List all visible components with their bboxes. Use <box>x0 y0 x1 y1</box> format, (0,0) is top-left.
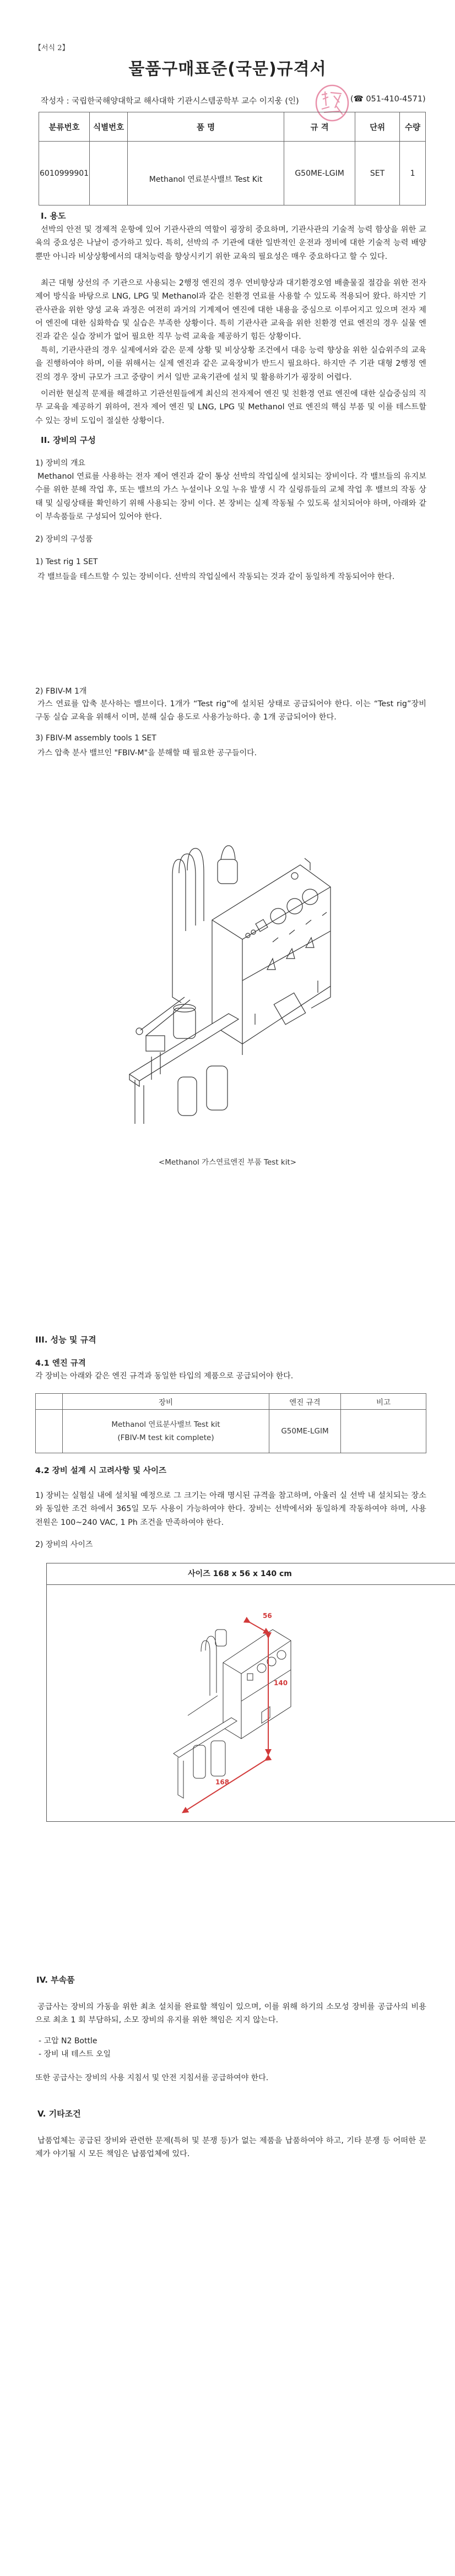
table-row <box>39 142 426 205</box>
header-id-no: 식별번호 <box>90 112 128 142</box>
other-conditions-text: 납품업체는 공급된 장비와 관련한 문제(특허 및 분쟁 등)가 없는 제품을 납품하여야 하고, 기타 분쟁 등 어떠한 문제가 야기될 시 모든 책임은 납품업체에 있다. <box>35 2136 426 2159</box>
section-1-paragraph-2: 최근 대형 상선의 주 기관으로 사용되는 2행정 엔진의 경우 연비향상과 대기환경오염 배출물질 절감을 위한 전자제어 방식을 바탕으로 LNG, LPG 및 Methanol과 같은 친환경 연료를 사용할 수 있도록 적용되어 왔다. 하지만 기관사관을 위한 양성 교육 과정은 여전히 과거의 기계제어 엔진에 대한 내용을 중심으로 이루어지고 있으며 전자 제어 엔진에 대한 심화학습 및 실습은 부족한 상황이다. 특히 기관사관 교육을 위한 친환경 연료 엔진의 경우 실물 엔진과 같은 실습 장비가 없어 필요한 직무 능력 교육을 제공하기 힘든 상황이다. <box>35 279 426 342</box>
item-tools-title: 3) FBIV-M assembly tools 1 SET <box>35 734 156 743</box>
dimension-height-label: 140 <box>274 1679 288 1687</box>
cell-unit: SET <box>355 142 400 205</box>
header-engine-spec: 엔진 규격 <box>269 1394 341 1410</box>
equipment-name: Methanol 연료분사밸브 Test kit <box>111 1420 220 1429</box>
cell-qty: 1 <box>400 142 426 205</box>
item-tools-desc: 가스 압축 분사 밸브인 "FBIV-M"을 분해할 때 필요한 공구들이다. <box>37 749 257 757</box>
cell-spec: G50ME-LGIM <box>284 142 355 205</box>
header-blank <box>36 1394 63 1410</box>
engine-spec-table-header <box>36 1394 426 1410</box>
cell-classification-no: 6010999901 <box>39 142 90 205</box>
item-test-rig-title: 1) Test rig 1 SET <box>35 558 98 566</box>
item-fbiv-desc: 가스 연료를 압축 분사하는 밸브이다. 1개가 “Test rig”에 설치된 상태로 공급되어야 한다. 이는 “Test rig”장비 구동 실습 교육을 위해서 이며, 분해 실습 용도로 사용가능하다. 총 1개 공급되어야 한다. <box>35 700 426 722</box>
cell-equipment <box>63 1410 269 1453</box>
section-1-paragraph-1: 선박의 안전 및 경제적 운항에 있어 기관사관의 역할이 굉장히 중요하며, 기관사관의 기술적 능력 함상을 위한 교육의 중요성은 나날이 증가하고 있다. 특히, 선박의 주 기관에 대한 일반적인 운전과 정비에 대한 기술적 능력 배양뿐만 아니라 비상상황에서의 대처능력을 향상시키기 위한 교육의 필요성은 매우 중요하다고 할 수 있다. <box>35 225 426 261</box>
overview-title: 1) 장비의 개요 <box>35 459 85 468</box>
section-1-paragraph-4: 이러한 현실적 문제를 해결하고 기관선원들에게 최신의 전자제어 엔진 및 친환경 연료 엔진에 대한 실습중심의 직무 교육을 제공하기 위하여, 전자 제어 엔진 및 LNG, LPG 및 Methanol 연료 엔진의 핵심 부품 및 이를 테스트할 수 있는 장비 도입이 절실한 상황이다. <box>35 389 426 425</box>
spec-table-header <box>39 112 426 142</box>
engine-spec-table <box>35 1393 426 1453</box>
section-1-heading: I. 용도 <box>41 211 66 221</box>
spec-table <box>39 112 426 205</box>
document-title: 물품구매표준(국문)규격서 <box>128 59 327 79</box>
cell-item-name: Methanol 연료분사밸브 Test Kit <box>128 142 284 205</box>
engine-spec-heading: 4.1 엔진 규격 <box>35 1359 86 1368</box>
accessories-text: 공급사는 장비의 가동을 위한 최초 설치를 완료할 책임이 있으며, 이를 위해 하기의 소모성 장비를 공급사의 비용으로 최초 1 회 부담하되, 소모 장비의 유지를 위한 책임은 지지 않는다. <box>35 2003 426 2025</box>
header-note: 비고 <box>341 1394 426 1410</box>
header-equipment: 장비 <box>63 1394 269 1410</box>
header-classification-no: 분류번호 <box>39 112 90 142</box>
section-4-heading: IV. 부속품 <box>36 1975 75 1985</box>
accessory-item-2: - 장비 내 테스트 오일 <box>39 2050 111 2059</box>
table-row <box>36 1410 426 1453</box>
section-1-paragraph-3: 특히, 기관사관의 경우 실제에서와 같은 문제 상황 및 비상상황 조건에서 대응 능력 향상을 위한 실습위주의 교육을 진행하여야 하며, 이를 위해서는 실제 엔진과 같은 교육장비가 반드시 필요하다. 하지만 주 기관 대형 2행정 엔진의 경우 장비 규모가 크고 중량이 커서 일반 교육기관에 설치 및 활용하기가 굉장히 어렵다. <box>35 346 426 382</box>
design-considerations-heading: 4.2 장비 설계 시 고려사항 및 사이즈 <box>35 1466 167 1475</box>
engine-spec-text: 각 장비는 아래와 같은 엔진 규격과 동일한 타입의 제품으로 공급되어야 한다. <box>35 1372 294 1381</box>
components-title: 2) 장비의 구성품 <box>35 535 93 544</box>
dimension-width-label: 168 <box>215 1778 230 1786</box>
equipment-subname: (FBIV-M test kit complete) <box>117 1433 214 1442</box>
item-test-rig-desc: 각 밸브들을 테스트할 수 있는 장비이다. 선박의 작업실에서 작동되는 것과 같이 동일하게 작동되어야 한다. <box>37 572 395 581</box>
header-qty: 수량 <box>400 112 426 142</box>
dimension-arrows <box>242 1616 297 1798</box>
author-line: 작성자 : 국립한국해양대학교 해사대학 기관시스템공학부 교수 이지웅 (인) <box>41 97 299 106</box>
header-unit: 단위 <box>355 112 400 142</box>
manuals-note: 또한 공급사는 장비의 사용 지침서 및 안전 지침서를 공급하여야 한다. <box>35 2074 269 2082</box>
dimension-depth-label: 56 <box>263 1612 272 1620</box>
header-item-name: 품 명 <box>128 112 284 142</box>
figure-caption: <Methanol 가스연료엔진 부품 Test kit> <box>158 1158 297 1167</box>
size-title: 2) 장비의 사이즈 <box>35 1540 93 1549</box>
section-5-heading: V. 기타조건 <box>37 2109 81 2119</box>
section-3-heading: III. 성능 및 규격 <box>35 1335 96 1345</box>
cell-note <box>341 1410 426 1453</box>
test-kit-drawing <box>113 793 344 1124</box>
design-considerations-text: 1) 장비는 실험실 내에 설치될 예정으로 그 크기는 아래 명시된 규격을 참고하며, 아울러 실 선박 내 설치되는 장소와 동일한 조건 하에서 365일 모두 사용이 가능하여야 한다. 장비는 선박에서와 동일하게 작동하여야 하며, 사용 전원은 100~240 VAC, 1 Ph 조건을 만족하여야 한다. <box>35 1491 426 1527</box>
overview-text: Methanol 연료를 사용하는 전자 제어 엔진과 같이 통상 선박의 작업실에 설치되는 장비이다. 각 밸브들의 유지보수를 위한 분해 작업 후, 또는 밸브의 가스 누설이나 오일 누유 발생 시 각 실링류들의 교체 작업 후 밸브의 작동 상태 및 실링상태를 확인하기 위해 사용되는 장비 이다. 본 장비는 실제 작동될 수 있도록 설치되어야 하며, 아래와 같이 부속품들로 구성되어 있어야 한다. <box>35 472 426 521</box>
form-label: 【서식 2】 <box>34 44 69 52</box>
cell-engine: G50ME-LGIM <box>269 1410 341 1453</box>
header-spec: 규 격 <box>284 112 355 142</box>
accessory-item-1: - 고압 N2 Bottle <box>39 2037 98 2045</box>
section-2-heading: II. 장비의 구성 <box>41 435 96 445</box>
phone-number: (☎ 051-410-4571) <box>350 95 426 104</box>
size-box <box>46 1563 455 1822</box>
cell-blank <box>36 1410 63 1453</box>
cell-id-no <box>90 142 128 205</box>
item-fbiv-title: 2) FBIV-M 1개 <box>35 687 87 696</box>
size-box-header: 사이즈 168 x 56 x 140 cm <box>47 1563 455 1585</box>
